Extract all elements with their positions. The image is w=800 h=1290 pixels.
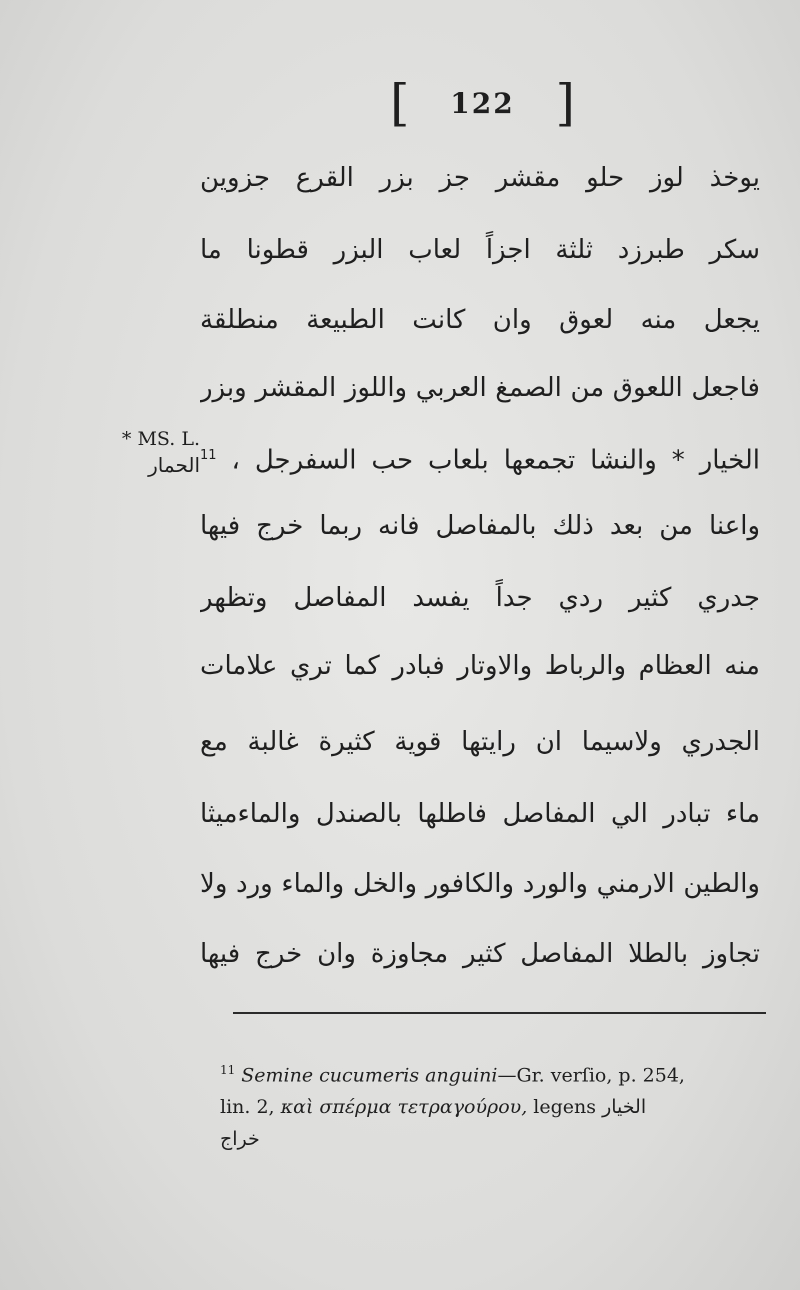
footnote-line-ref: lin. 2,	[220, 1096, 275, 1119]
right-bracket: ]	[555, 74, 575, 132]
footnote-arabic-reading: الخيار	[602, 1096, 647, 1119]
footnote-arabic-word: خراج	[220, 1128, 260, 1151]
body-line-11: والطين الارمني والورد والكافور والخل والماء ورد ولا	[200, 869, 760, 899]
body-line-4: فاجعل اللعوق من الصمغ العربي واللوز المقشر وبزر	[200, 373, 760, 403]
margin-note-arabic: الحمار	[148, 453, 200, 477]
body-line-12: تجاوز بالطلا المفاصل كثير مجاوزة وان خرج فيها	[200, 939, 760, 969]
footnote-marker: 11	[220, 1063, 236, 1077]
footnote-citation: —Gr. verſio, p. 254,	[497, 1064, 685, 1087]
left-bracket: [	[390, 74, 410, 132]
margin-note-ms: * MS. L.	[121, 428, 200, 450]
body-line-7: جدري كثير ردي جداً يفسد المفاصل وتظهر	[200, 583, 760, 613]
body-line-5-text: الخيار * والنشا تجمعها بلعاب حب السفرجل ،	[231, 445, 760, 476]
footnote-greek: καὶ σπέρμα τετραγούρου,	[280, 1096, 528, 1119]
footnote	[220, 1054, 780, 1155]
body-line-6: واعنا من بعد ذلك بالمفاصل فانه ربما خرج فيها	[200, 511, 760, 541]
footnote-line-2	[220, 1091, 780, 1123]
footnote-line-3	[220, 1123, 780, 1155]
footnote-italic: Semine cucumeris anguini	[241, 1064, 498, 1087]
margin-note	[110, 426, 200, 478]
body-line-10: ماء تبادر الي المفاصل فاطلها بالصندل والماءميثا	[200, 799, 760, 829]
page-header	[390, 74, 575, 132]
page-number: 122	[450, 86, 515, 120]
body-line-5	[200, 436, 760, 480]
footnote-divider	[233, 1012, 766, 1014]
footnote-line-1	[220, 1054, 780, 1091]
body-line-1: يوخذ لوز حلو مقشر جز بزر القرع جزوين	[200, 163, 760, 193]
body-line-9: الجدري ولاسيما ان رايتها قوية كثيرة غالبة مع	[200, 727, 760, 757]
body-line-8: منه العظام والرباط والاوتار فبادر كما تري علامات	[200, 651, 760, 681]
body-line-2: سكر طبرزد ثلثة اجزاً لعاب البزر قطونا ما	[200, 235, 760, 265]
footnote-reference: 11	[200, 448, 217, 463]
body-line-3: يجعل منه لعوق وان كانت الطبيعة منطلقة	[200, 305, 760, 335]
footnote-legens: legens	[533, 1096, 597, 1119]
